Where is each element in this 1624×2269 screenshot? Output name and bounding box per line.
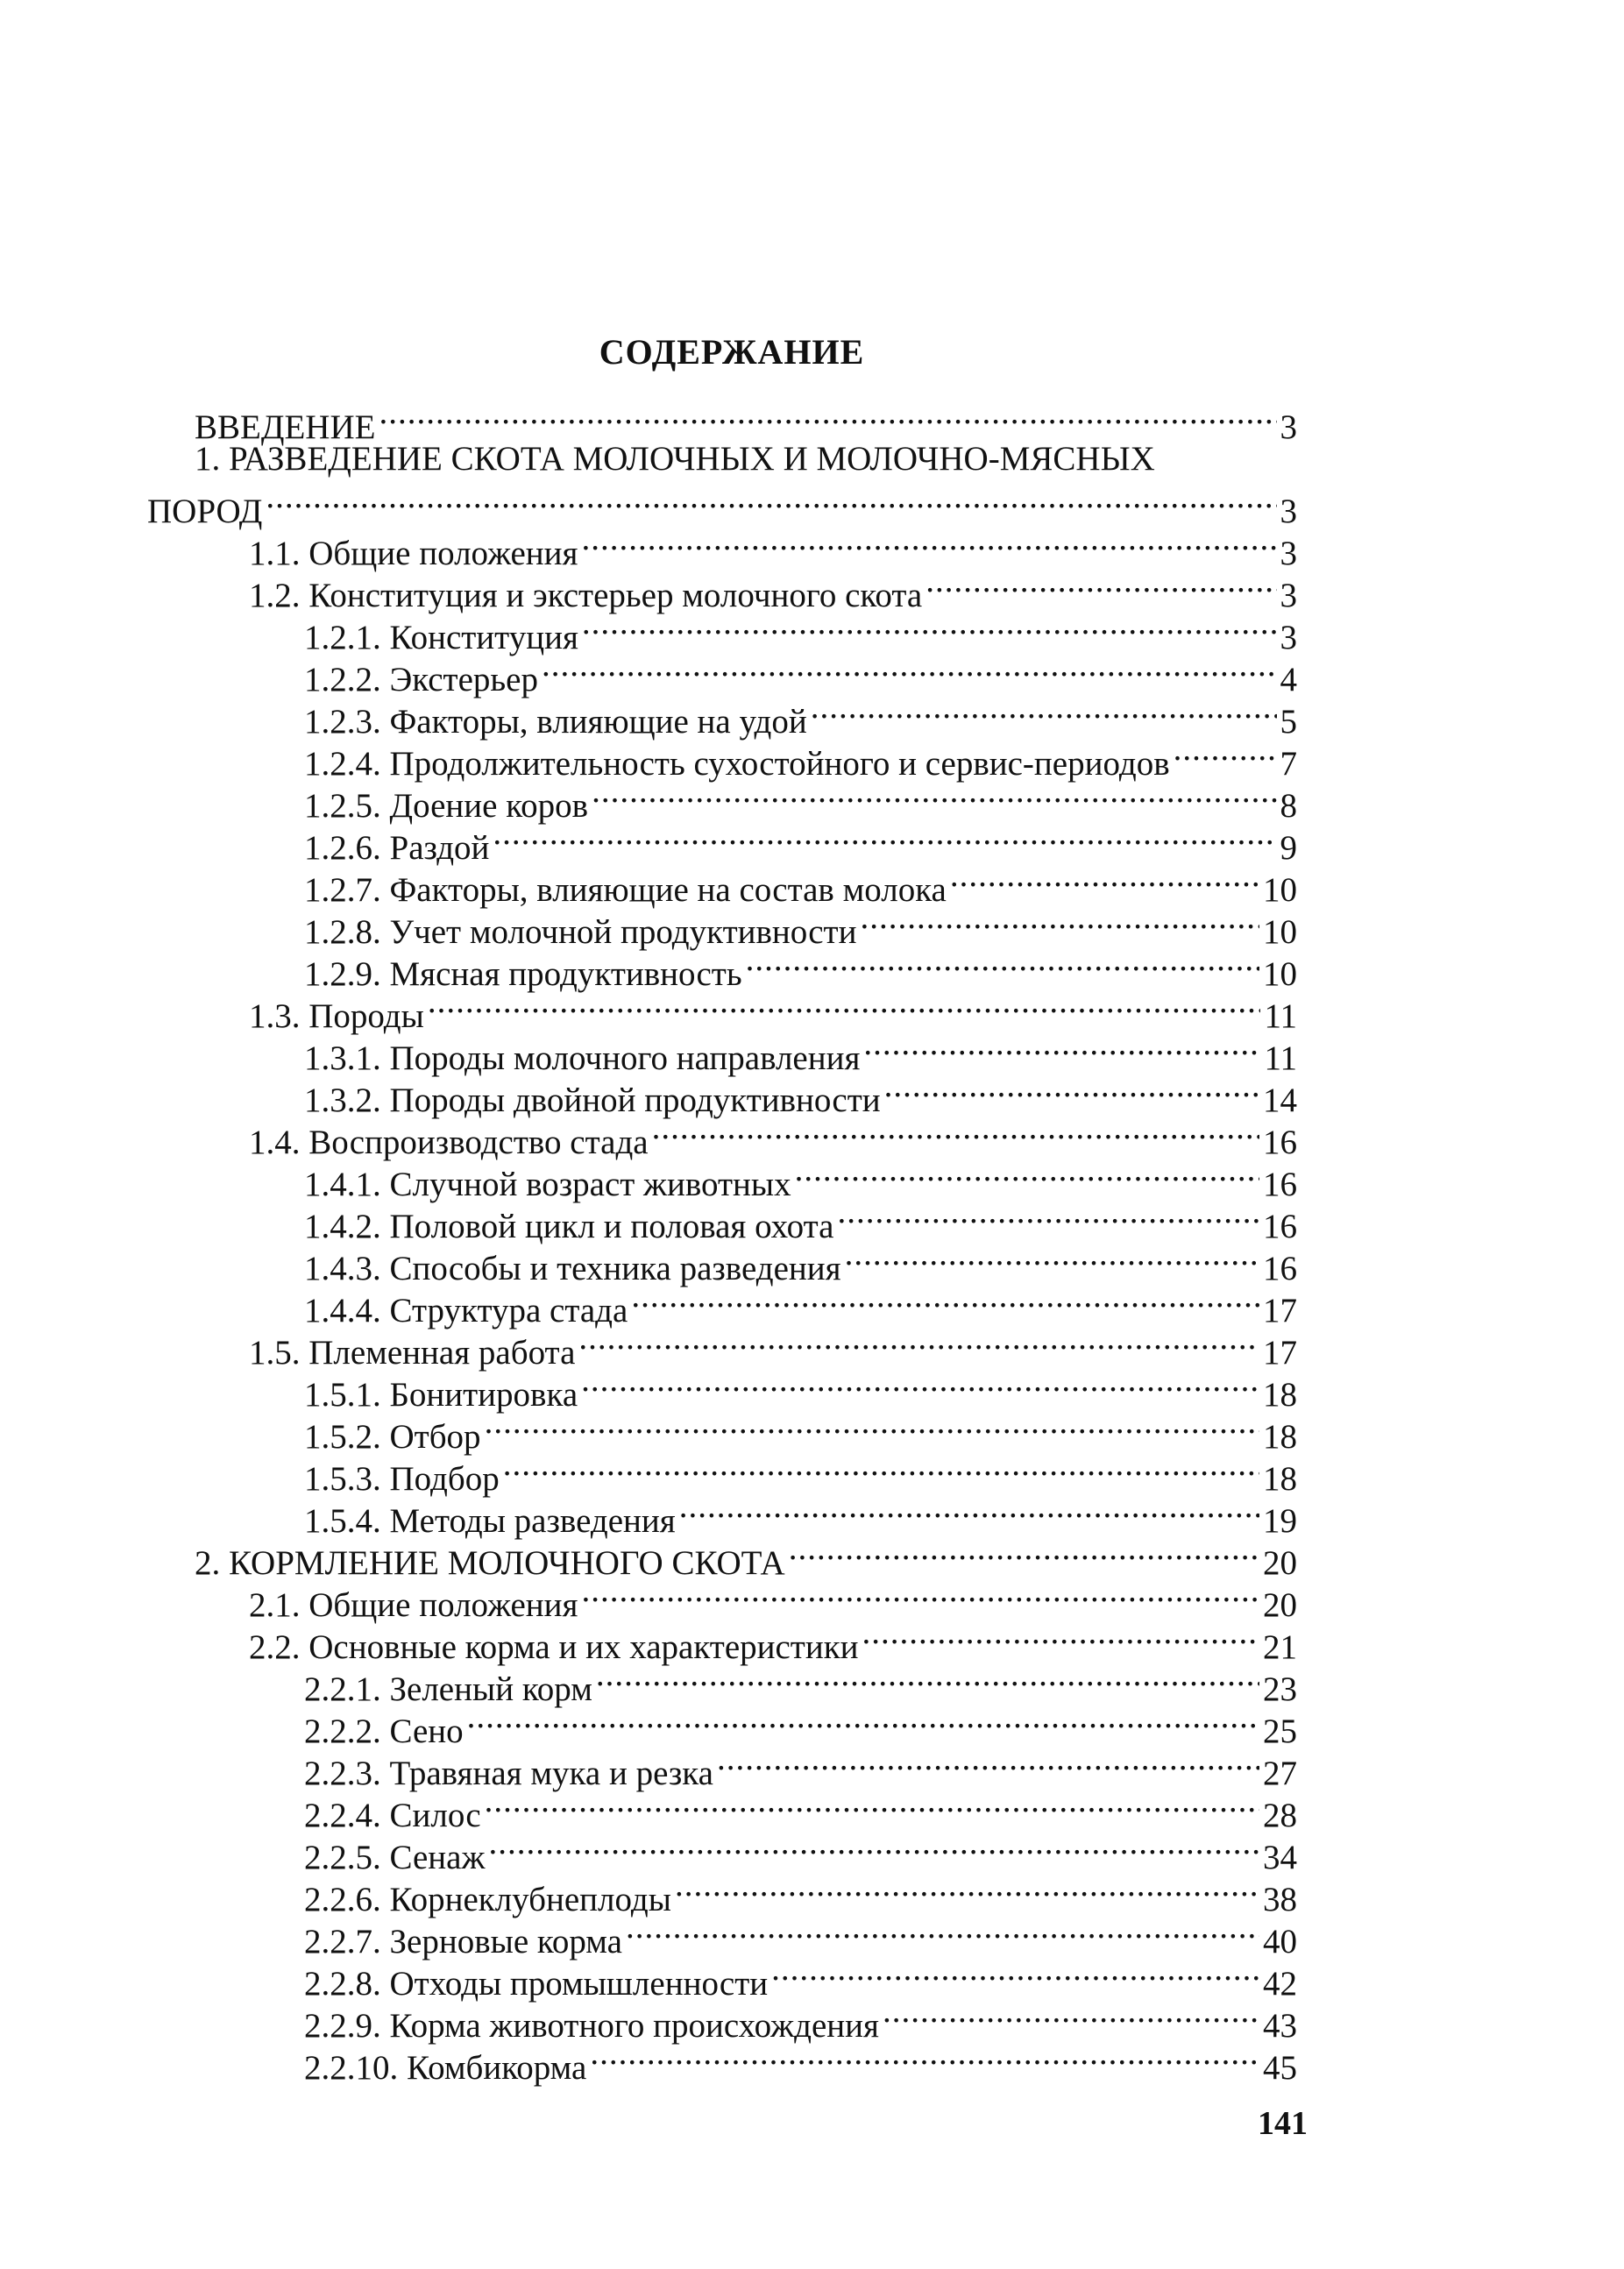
toc-entry-title: 1.5.4. Методы разведения [304, 1502, 676, 1540]
toc-entry [304, 1490, 1297, 1540]
toc-entry-page: 19 [1263, 1502, 1297, 1540]
dot-leader [863, 1027, 1260, 1069]
toc-entry [304, 1658, 1297, 1708]
toc-entry-page: 18 [1263, 1376, 1297, 1414]
dot-leader [503, 1448, 1259, 1490]
toc-entry-page: 4 [1280, 661, 1297, 698]
toc-entry-page: 9 [1280, 829, 1297, 867]
toc-entry-title: 1.2. Конституция и экстерьер молочного скота [249, 577, 923, 614]
toc-entry-page: 5 [1280, 703, 1297, 741]
toc-entry [304, 733, 1297, 783]
toc-entry-page: 3 [1280, 619, 1297, 656]
toc-entry-page: 20 [1263, 1544, 1297, 1582]
toc-entry-title: 1. РАЗВЕДЕНИЕ СКОТА МОЛОЧНЫХ И МОЛОЧНО-МЯСНЫХ [195, 440, 1155, 478]
toc-entry [304, 943, 1297, 993]
toc-entry-page: 16 [1263, 1250, 1297, 1287]
toc-entry [147, 480, 1297, 530]
toc-entry [304, 901, 1297, 951]
toc-entry [304, 1448, 1297, 1498]
dot-leader [542, 649, 1277, 691]
toc-entry [304, 1280, 1297, 1329]
toc-entry [195, 396, 1297, 446]
toc-entry [304, 2037, 1297, 2087]
dot-leader [950, 859, 1259, 901]
toc-entry-title: 2.2.9. Корма животного происхождения [304, 2007, 879, 2045]
toc-entry-title: 2.2.1. Зеленый корм [304, 1670, 592, 1708]
toc-entry-title: 2.1. Общие положения [249, 1586, 578, 1624]
toc-entry [304, 1784, 1297, 1834]
dot-leader [485, 1784, 1259, 1826]
dot-leader [596, 1658, 1259, 1700]
toc-entry [304, 775, 1297, 825]
toc-entry [304, 1995, 1297, 2045]
toc-entry-title: 1.4. Воспроизводство стада [249, 1124, 649, 1161]
toc-entry-page: 18 [1263, 1418, 1297, 1456]
toc-entry-title: 1.2.6. Раздой [304, 829, 490, 867]
toc-entry-page: 27 [1263, 1755, 1297, 1792]
dot-leader [925, 564, 1276, 606]
dot-leader [771, 1953, 1259, 1995]
toc-entry-page: 11 [1264, 997, 1297, 1035]
dot-leader [746, 943, 1259, 985]
dot-leader [626, 1911, 1259, 1953]
toc-entry-title: 1.4.2. Половой цикл и половая охота [304, 1208, 834, 1245]
toc-entry-page: 14 [1263, 1081, 1297, 1119]
toc-entry-title: 1.2.7. Факторы, влияющие на состав молока [304, 871, 947, 909]
toc-entry-title: 2.2.5. Сенаж [304, 1839, 486, 1876]
toc-entry-page: 8 [1280, 787, 1297, 825]
toc-entry-page: 3 [1280, 577, 1297, 614]
toc-entry-page: 11 [1264, 1039, 1297, 1077]
toc-entry-title: 1.2.9. Мясная продуктивность [304, 955, 742, 993]
dot-leader [845, 1237, 1259, 1280]
dot-leader [493, 817, 1276, 859]
toc-entry-title: 1.5.1. Бонитировка [304, 1376, 578, 1414]
page-number: 141 [1258, 2105, 1308, 2142]
toc-entry-title: 1.3. Породы [249, 997, 424, 1035]
toc-entry [304, 1911, 1297, 1961]
toc-entry-title: 1.2.2. Экстерьер [304, 661, 538, 698]
toc-entry-title: 1.2.1. Конституция [304, 619, 578, 656]
toc-entry [249, 1616, 1297, 1666]
toc-entry [304, 1195, 1297, 1245]
toc-entry [304, 1069, 1297, 1119]
dot-leader [428, 985, 1261, 1027]
toc-entry-page: 38 [1263, 1881, 1297, 1918]
dot-leader [675, 1868, 1259, 1911]
toc-entry [304, 1953, 1297, 2003]
toc-entry [195, 1532, 1297, 1582]
dot-leader [811, 691, 1277, 733]
toc-entry-page: 40 [1263, 1923, 1297, 1961]
toc-entry-page: 34 [1263, 1839, 1297, 1876]
toc-entry-page: 16 [1263, 1208, 1297, 1245]
toc-entry-page: 3 [1280, 535, 1297, 572]
toc-entry-title: 1.2.8. Учет молочной продуктивности [304, 913, 857, 951]
dot-leader [837, 1195, 1259, 1237]
toc-entry [195, 438, 1297, 480]
toc-entry [304, 817, 1297, 867]
toc-entry-page: 18 [1263, 1460, 1297, 1498]
toc-entry-page: 17 [1263, 1292, 1297, 1329]
dot-leader [266, 480, 1276, 522]
toc-entry [304, 606, 1297, 656]
toc-entry-title: 1.4.1. Случной возраст животных [304, 1166, 791, 1203]
toc-entry-title: 1.4.4. Структура стада [304, 1292, 628, 1329]
dot-leader [795, 1153, 1259, 1195]
dot-leader [467, 1700, 1259, 1742]
dot-leader [631, 1280, 1259, 1322]
dot-leader [582, 1574, 1260, 1616]
dot-leader [717, 1742, 1259, 1784]
dot-leader [1174, 733, 1277, 775]
toc-entry-title: 1.1. Общие положения [249, 535, 578, 572]
toc-entry [304, 1237, 1297, 1287]
toc-entry [304, 1826, 1297, 1876]
dot-leader [582, 606, 1277, 649]
toc-entry-title: 2.2.6. Корнеклубнеплоды [304, 1881, 671, 1918]
toc-entry-title: 2.2. Основные корма и их характеристики [249, 1628, 859, 1666]
toc-entry-page: 10 [1263, 955, 1297, 993]
toc-entry [304, 1700, 1297, 1750]
toc-entry-page: 23 [1263, 1670, 1297, 1708]
dot-leader [590, 2037, 1259, 2079]
toc-entry [304, 1742, 1297, 1792]
toc-entry-title: 1.5.2. Отбор [304, 1418, 481, 1456]
dot-leader [485, 1406, 1259, 1448]
toc-entry [304, 1868, 1297, 1918]
toc-entry [304, 1153, 1297, 1203]
dot-leader [488, 1826, 1259, 1868]
toc-entry [249, 522, 1297, 572]
toc-entry [249, 1574, 1297, 1624]
toc-entry-page: 28 [1263, 1797, 1297, 1834]
toc-entry-page: 7 [1280, 745, 1297, 783]
dot-leader [679, 1490, 1259, 1532]
dot-leader [578, 1322, 1259, 1364]
toc-entry-title: 2. КОРМЛЕНИЕ МОЛОЧНОГО СКОТА [195, 1544, 785, 1582]
toc-entry-page: 45 [1263, 2049, 1297, 2087]
toc-entry-page: 10 [1263, 913, 1297, 951]
toc-entry-title: 2.2.10. Комбикорма [304, 2049, 587, 2087]
toc-entry-page: 16 [1263, 1166, 1297, 1203]
toc-entry [249, 1322, 1297, 1372]
toc-entry-title: 1.3.1. Породы молочного направления [304, 1039, 861, 1077]
toc-entry-title: 2.2.4. Силос [304, 1797, 481, 1834]
toc-entry-title: 1.3.2. Породы двойной продуктивности [304, 1081, 881, 1119]
toc-entry [249, 564, 1297, 614]
toc-entry-title: 1.5. Племенная работа [249, 1334, 576, 1372]
toc-entry-title: 1.2.4. Продолжительность сухостойного и сервис-периодов [304, 745, 1170, 783]
toc-entry [249, 1111, 1297, 1161]
toc-entry [304, 691, 1297, 741]
page-title: СОДЕРЖАНИЕ [599, 332, 865, 372]
toc-entry-page: 17 [1263, 1334, 1297, 1372]
dot-leader [379, 396, 1276, 438]
toc-entry-title: 1.4.3. Способы и техника разведения [304, 1250, 841, 1287]
dot-leader [582, 522, 1277, 564]
toc-entry-page: 42 [1263, 1965, 1297, 2003]
toc-entry [304, 1364, 1297, 1414]
toc-entry [304, 1406, 1297, 1456]
dot-leader [652, 1111, 1259, 1153]
toc-entry-page: 16 [1263, 1124, 1297, 1161]
toc-entry-title: ПОРОД [147, 493, 263, 530]
toc-entry-title: 2.2.7. Зерновые корма [304, 1923, 622, 1961]
toc-entry-page: 3 [1280, 493, 1297, 530]
toc-entry-title: 2.2.2. Сено [304, 1712, 464, 1750]
dot-leader [884, 1069, 1259, 1111]
toc-entry [304, 859, 1297, 909]
toc-entry-page: 3 [1280, 408, 1297, 446]
toc-entry-title: 1.2.3. Факторы, влияющие на удой [304, 703, 807, 741]
toc-entry-page: 43 [1263, 2007, 1297, 2045]
toc-entry-title: 1.2.5. Доение коров [304, 787, 589, 825]
toc-entry-title: 2.2.3. Травяная мука и резка [304, 1755, 713, 1792]
toc-entry-page: 20 [1263, 1586, 1297, 1624]
dot-leader [789, 1532, 1259, 1574]
dot-leader [581, 1364, 1259, 1406]
toc-entry-page: 25 [1263, 1712, 1297, 1750]
toc-entry-page: 21 [1263, 1628, 1297, 1666]
toc-entry-page: 10 [1263, 871, 1297, 909]
dot-leader [862, 1616, 1259, 1658]
dot-leader [860, 901, 1259, 943]
dot-leader [592, 775, 1276, 817]
toc-entry [304, 1027, 1297, 1077]
toc-entry-title: ВВЕДЕНИЕ [195, 408, 376, 446]
toc-entry-title: 2.2.8. Отходы промышленности [304, 1965, 769, 2003]
toc-entry [304, 649, 1297, 698]
dot-leader [883, 1995, 1259, 2037]
toc-entry [249, 985, 1297, 1035]
toc-entry-title: 1.5.3. Подбор [304, 1460, 500, 1498]
